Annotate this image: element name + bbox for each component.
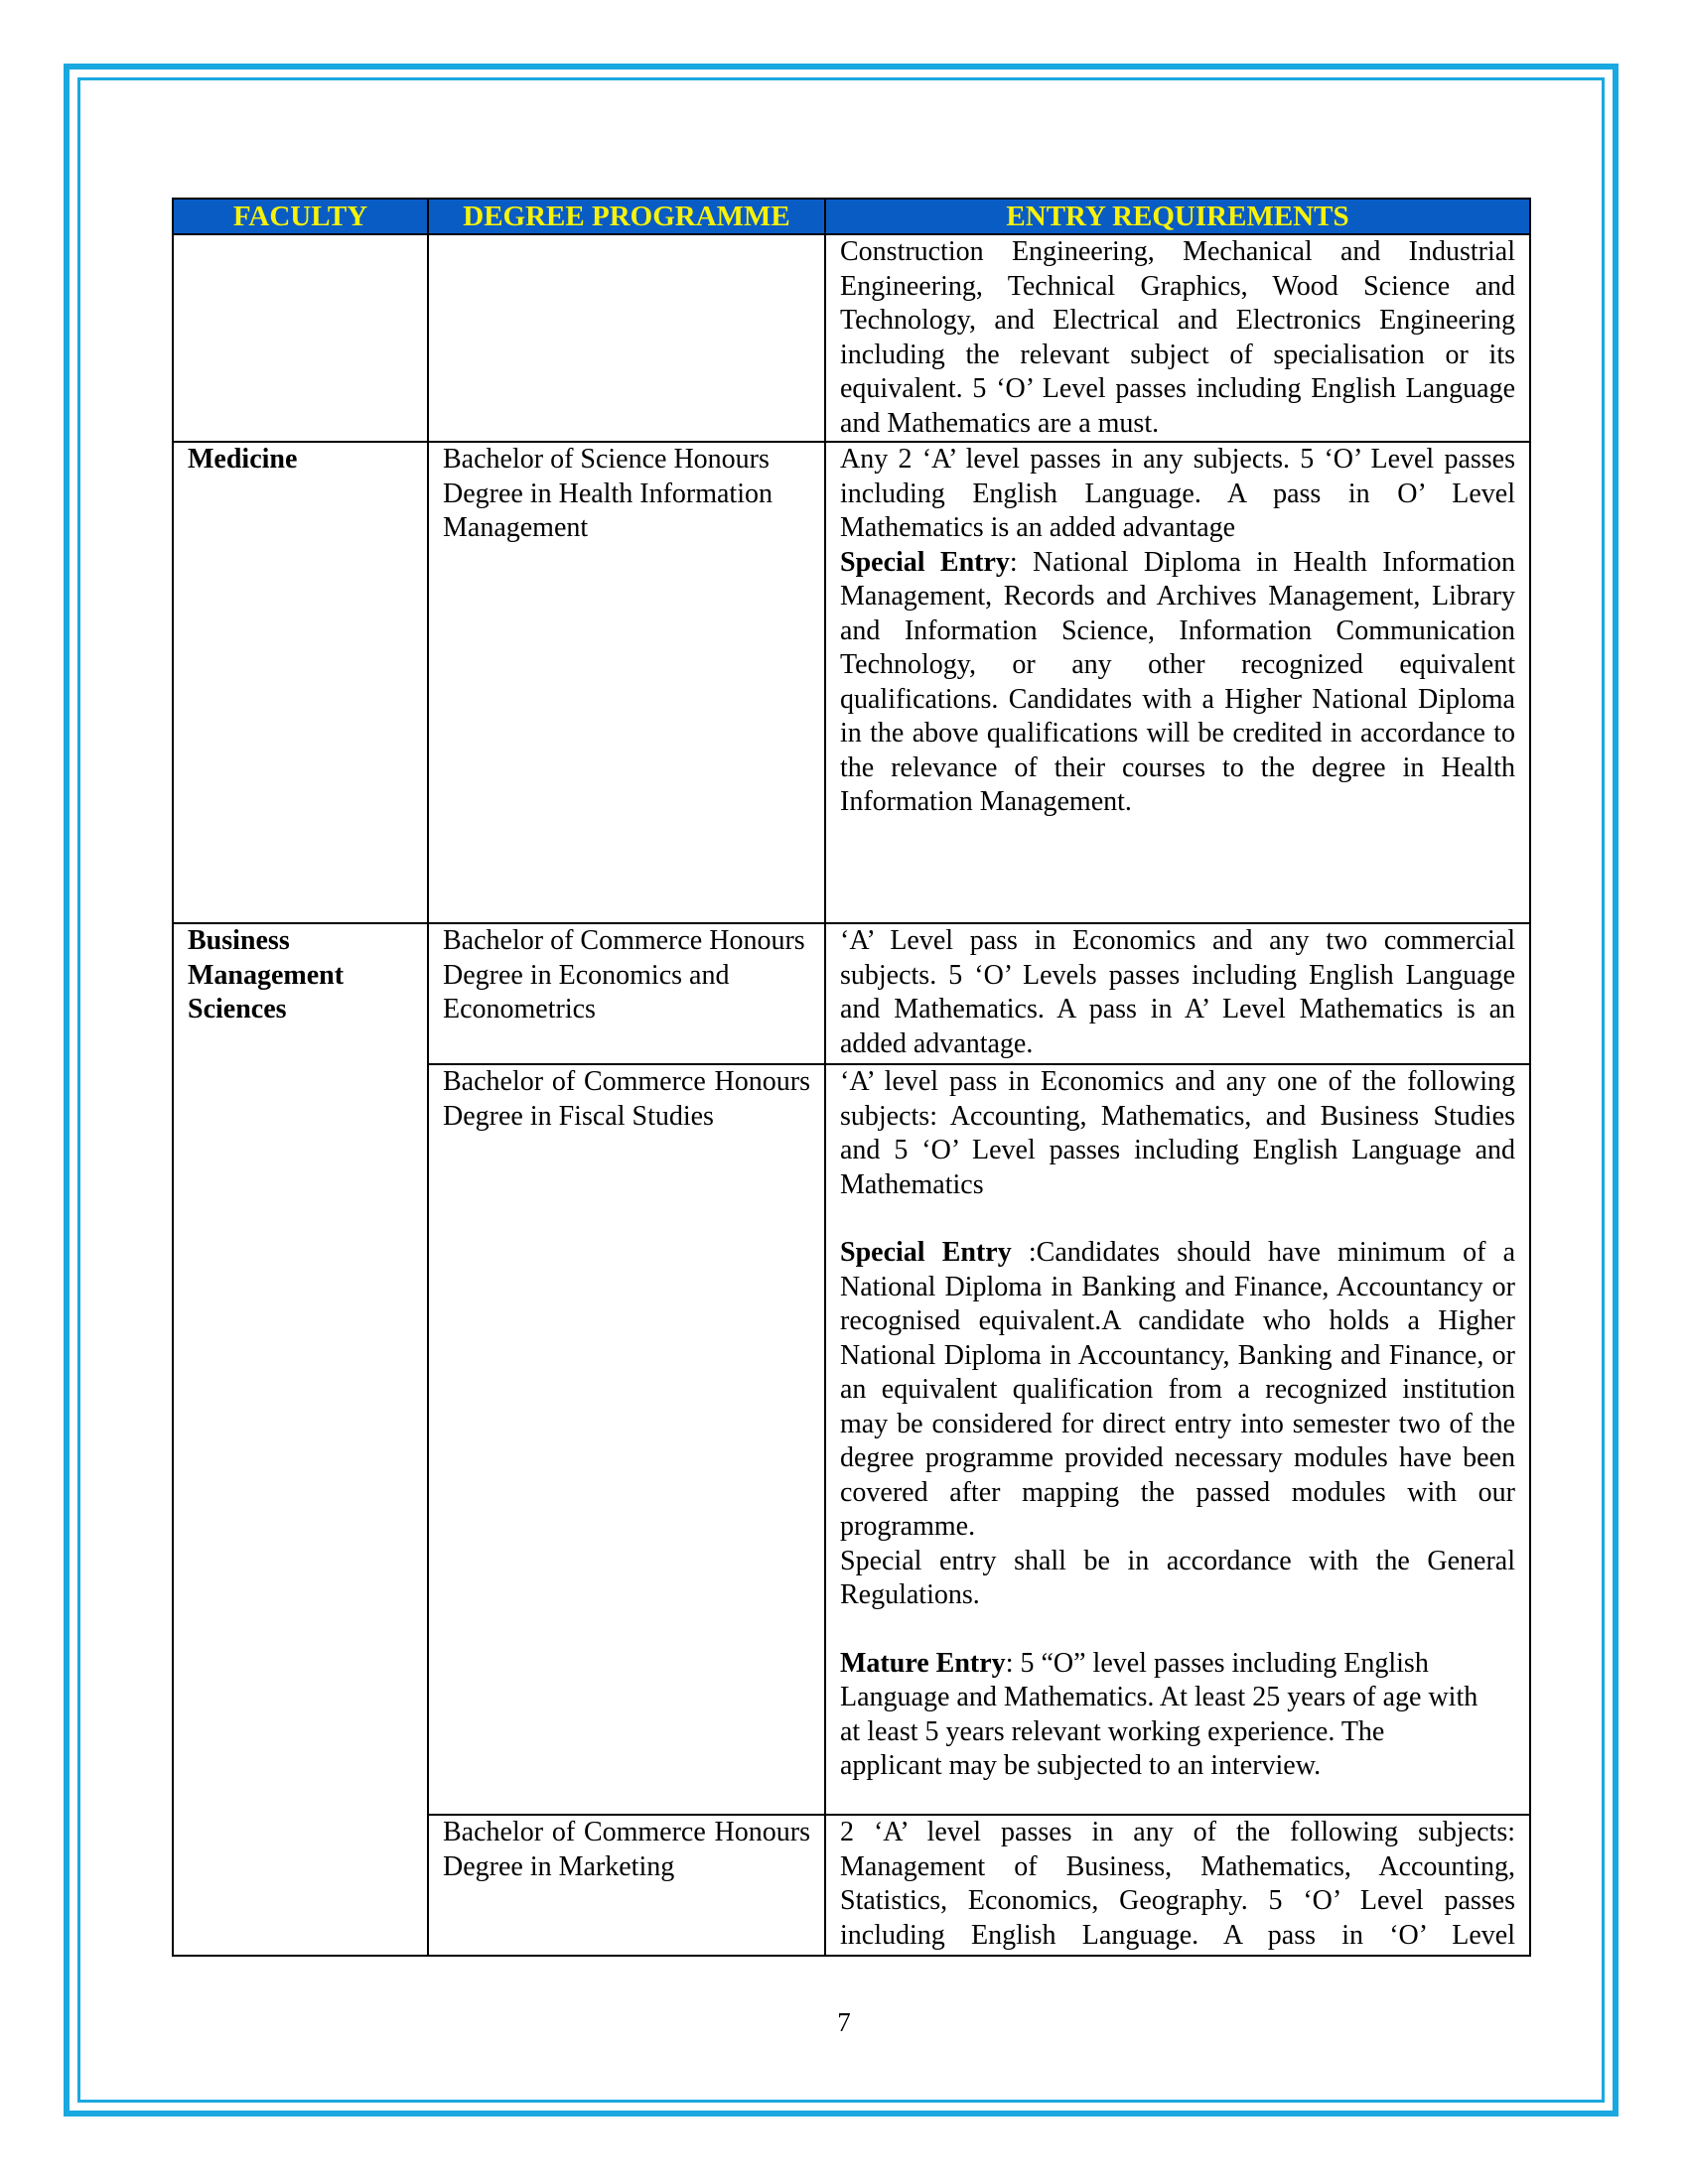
special-entry-general: Special entry shall be in accordance with the General Regulations. bbox=[840, 1545, 1515, 1610]
degree-name: Bachelor of Commerce Honours Degree in Economics and Econometrics bbox=[443, 925, 805, 1024]
page-number: 7 bbox=[837, 2007, 851, 2037]
entry-cell bbox=[825, 923, 1530, 1064]
special-entry-label: Special Entry bbox=[840, 546, 1010, 578]
faculty-name: Medicine bbox=[188, 444, 298, 475]
entry-text: Construction Engineering, Mechanical and Industrial Engineering, Technical Graphics, Wood Science and Technology, and Electrical and Electronics Engineering including the relevant subject of specialisation or its equivalent. 5 ‘O’ Level passes including English Language and Mathematics are a must. bbox=[840, 236, 1515, 439]
entry-cell bbox=[825, 234, 1530, 442]
entry-cell bbox=[825, 1064, 1530, 1815]
mature-entry-label: Mature Entry bbox=[840, 1647, 1006, 1679]
header-degree-programme: DEGREE PROGRAMME bbox=[428, 199, 825, 234]
entry-requirements-table bbox=[172, 198, 1531, 1957]
header-entry-requirements: ENTRY REQUIREMENTS bbox=[825, 199, 1530, 234]
table-row bbox=[173, 234, 1530, 442]
special-entry-text: :Candidates should have minimum of a National Diploma in Banking and Finance, Accountancy or recognised equivalent.A candidate who holds a Higher National Diploma in Accountancy, Banking and Finance, or an equivalent qualification from a recognized institution may be considered for direct entry into semester two of the degree programme provided necessary modules have been covered after mapping the passed modules with our programme. bbox=[840, 1237, 1516, 1542]
faculty-cell bbox=[173, 234, 428, 442]
header-faculty: FACULTY bbox=[173, 199, 428, 234]
faculty-cell bbox=[173, 442, 428, 923]
table-row bbox=[173, 923, 1530, 1064]
entry-cell bbox=[825, 1815, 1530, 1956]
entry-text: ‘A’ level pass in Economics and any one of the following subjects: Accounting, Mathematics, and Business Studies and 5 ‘O’ Level passes including English Language and Mathematics bbox=[840, 1066, 1515, 1200]
degree-name: Bachelor of Commerce Honours Degree in Fiscal Studies bbox=[443, 1066, 810, 1132]
special-entry-text: : National Diploma in Health Information Management, Records and Archives Management, Library and Information Science, Information Communication Technology, or any other recognized equivalent qualifications. Candidates with a Higher National Diploma in the above qualifications will be credited in accordance to the relevance of their courses to the degree in Health Information Management. bbox=[840, 546, 1515, 817]
degree-name: Bachelor of Science Honours Degree in Health Information Management bbox=[443, 444, 773, 543]
faculty-name: Business Management Sciences bbox=[188, 925, 345, 1024]
faculty-cell bbox=[173, 923, 428, 1956]
entry-text: 2 ‘A’ level passes in any of the following subjects: Management of Business, Mathematics, Accounting, Statistics, Economics, Geography. 5 ‘O’ Level passes including English Language. A pass in ‘O’ Level bbox=[840, 1817, 1515, 1951]
entry-text: Any 2 ‘A’ level passes in any subjects. 5 ‘O’ Level passes including English Language. A pass in O’ Level Mathematics is an added advantage bbox=[840, 444, 1515, 543]
degree-cell bbox=[428, 923, 825, 1064]
table-header-row bbox=[173, 199, 1530, 234]
degree-cell bbox=[428, 234, 825, 442]
degree-name: Bachelor of Commerce Honours Degree in Marketing bbox=[443, 1817, 810, 1882]
mature-entry-text: : 5 “O” level passes including English Language and Mathematics. At least 25 years of age with at least 5 years relevant working experience. The applicant may be subjected to an interview. bbox=[840, 1647, 1478, 1781]
degree-cell bbox=[428, 1815, 825, 1956]
special-entry-label: Special Entry bbox=[840, 1237, 1012, 1268]
entry-text: ‘A’ Level pass in Economics and any two commercial subjects. 5 ‘O’ Levels passes including English Language and Mathematics. A pass in A’ Level Mathematics is an added advantage. bbox=[840, 925, 1515, 1059]
degree-cell bbox=[428, 1064, 825, 1815]
entry-cell bbox=[825, 442, 1530, 923]
degree-cell bbox=[428, 442, 825, 923]
table-row bbox=[173, 442, 1530, 923]
